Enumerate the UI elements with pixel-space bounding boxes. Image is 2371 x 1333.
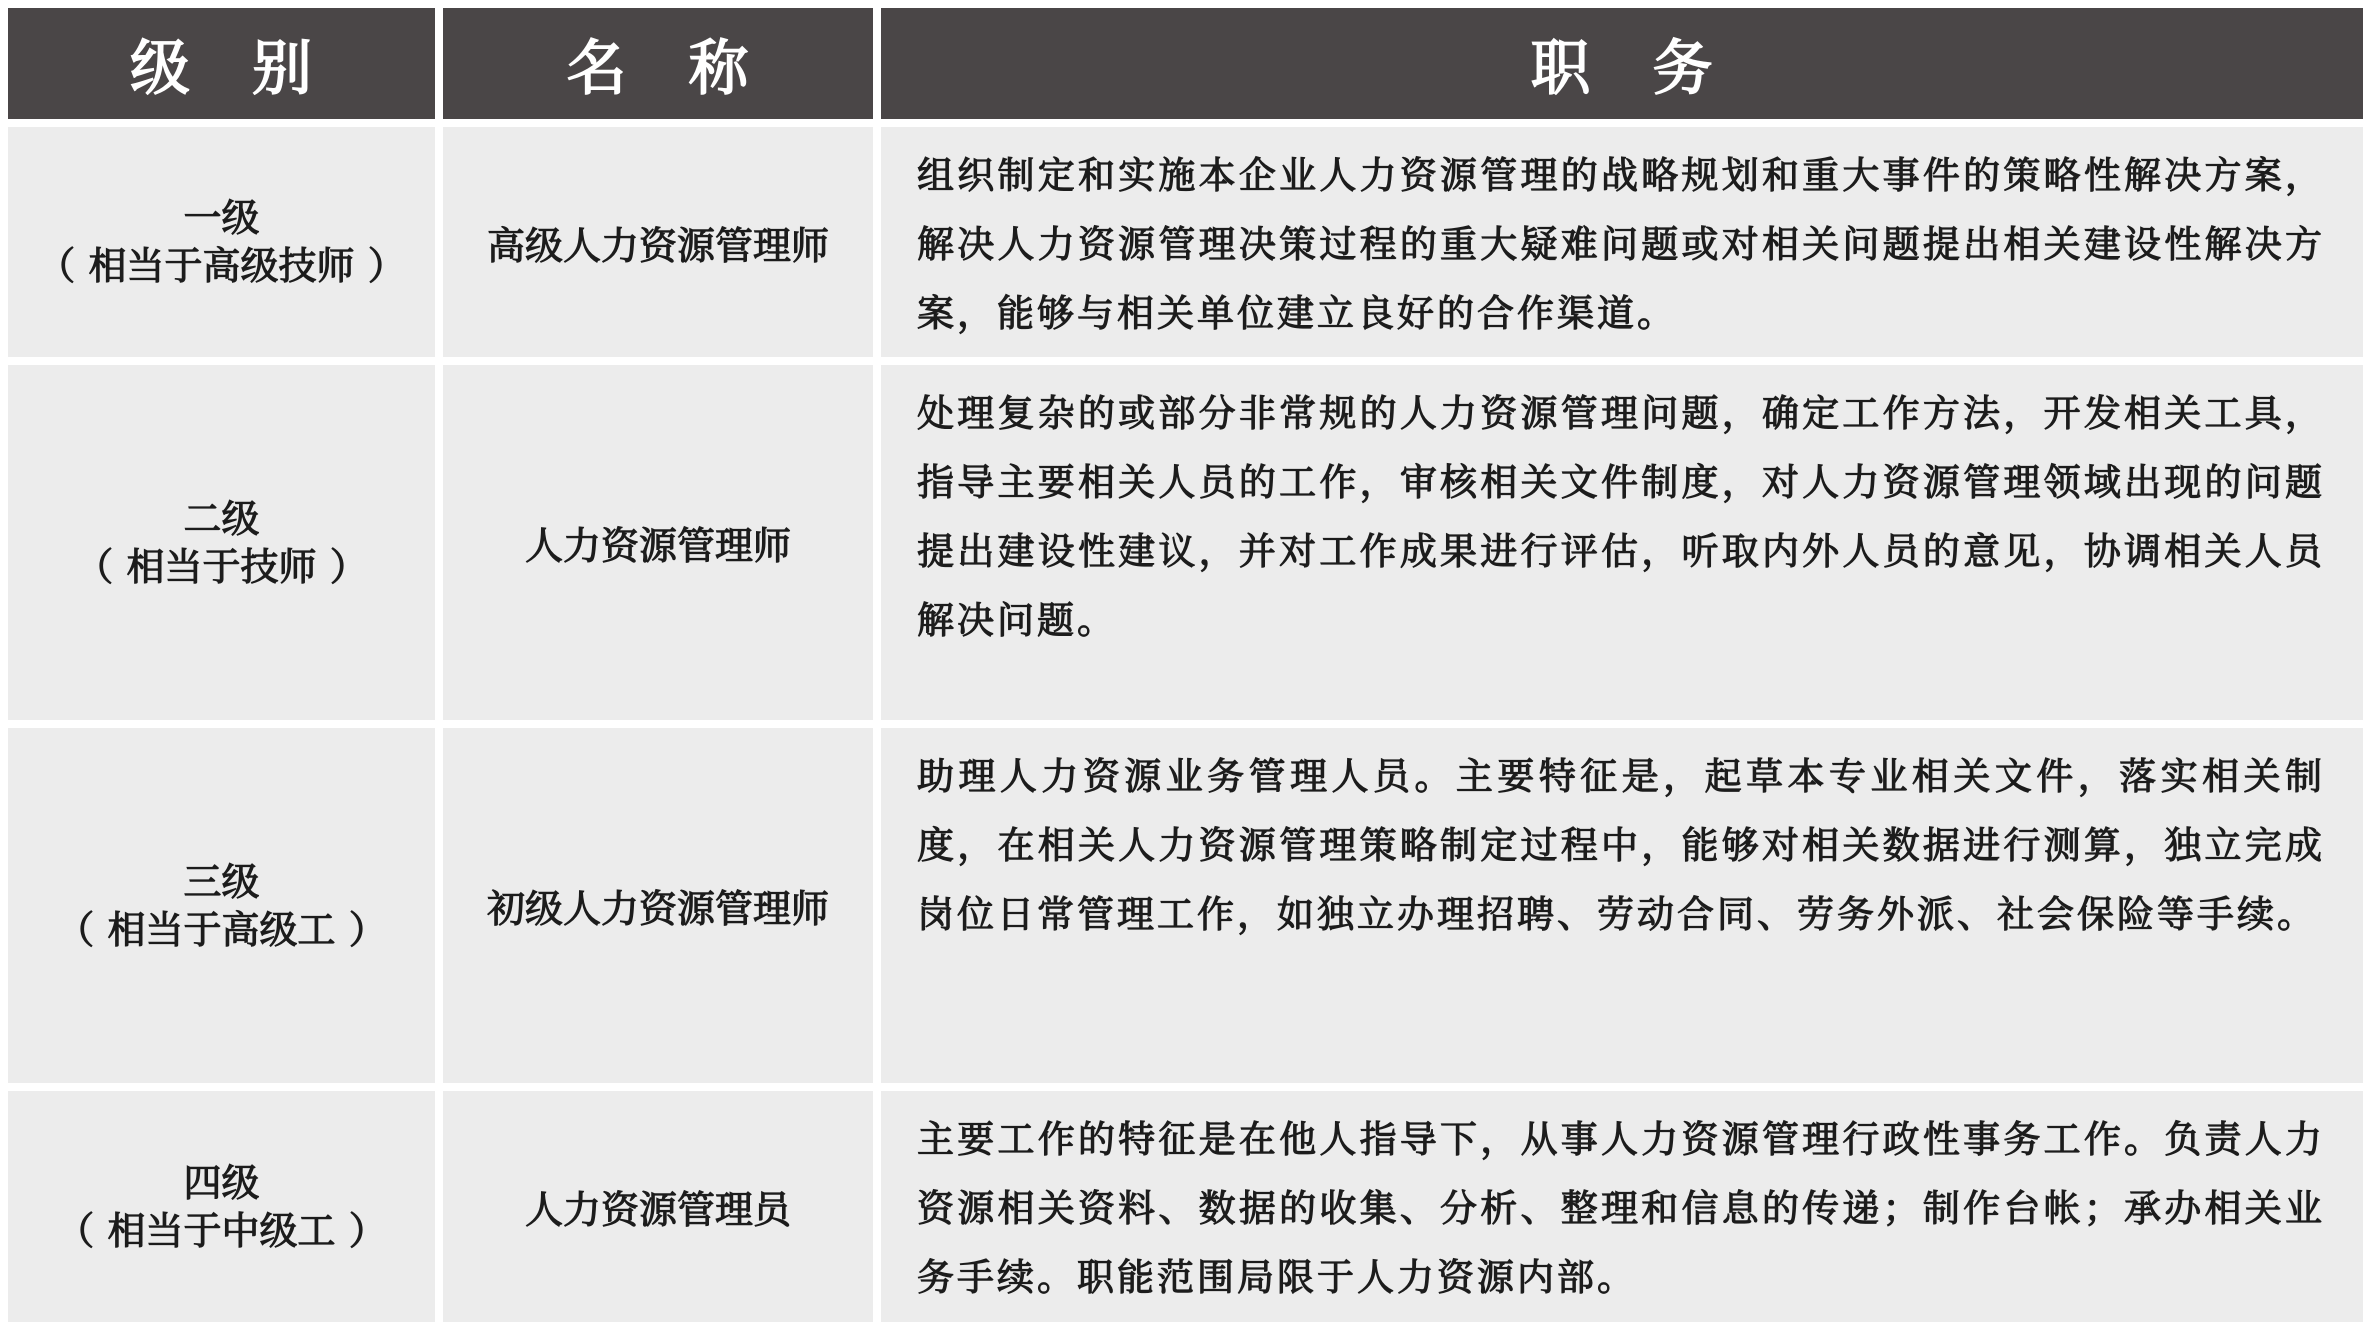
- row-4-equivalent: （ 相当于中级工 ）: [56, 1208, 387, 1253]
- row-1-name: 高级人力资源管理师: [443, 127, 873, 357]
- row-4-duty: 主要工作的特征是在他人指导下，从事人力资源管理行政性事务工作。负责人力资源相关资料、数据的收集、分析、整理和信息的传递；制作台帐；承办相关业务手续。职能范围局限于人力资源内部。: [917, 1118, 2325, 1299]
- row-3-equivalent: （ 相当于高级工 ）: [56, 907, 387, 952]
- row-4-name: 人力资源管理员: [443, 1091, 873, 1322]
- header-level: 级 别: [8, 8, 435, 119]
- row-3-duty-cell: [881, 728, 2363, 1083]
- row-4-level: 四级: [183, 1160, 260, 1205]
- row-2-duty: 处理复杂的或部分非常规的人力资源管理问题，确定工作方法，开发相关工具，指导主要相关人员的工作，审核相关文件制度，对人力资源管理领域出现的问题提出建设性建议，并对工作成果进行评估，听取内外人员的意见，协调相关人员解决问题。: [917, 392, 2325, 642]
- header-name: 名 称: [443, 8, 873, 119]
- row-2-duty-cell: [881, 365, 2363, 720]
- occupational-levels-table: [8, 8, 2363, 1326]
- row-3-level: 三级: [183, 859, 260, 904]
- row-2-equivalent: （ 相当于技师 ）: [75, 544, 368, 589]
- row-3-level-cell: [8, 728, 435, 1083]
- row-4-duty-cell: [881, 1091, 2363, 1322]
- row-1-equivalent: （ 相当于高级技师 ）: [37, 244, 406, 288]
- row-2-level: 二级: [183, 496, 260, 541]
- row-1-duty: 组织制定和实施本企业人力资源管理的战略规划和重大事件的策略性解决方案，解决人力资源管理决策过程的重大疑难问题或对相关问题提出相关建设性解决方案，能够与相关单位建立良好的合作渠道。: [917, 154, 2325, 335]
- row-3-name: 初级人力资源管理师: [443, 728, 873, 1083]
- row-2-level-cell: [8, 365, 435, 720]
- row-1-level-cell: [8, 127, 435, 357]
- row-3-duty: 助理人力资源业务管理人员。主要特征是，起草本专业相关文件，落实相关制度，在相关人力资源管理策略制定过程中，能够对相关数据进行测算，独立完成岗位日常管理工作，如独立办理招聘、劳动合同、劳务外派、社会保险等手续。: [917, 755, 2325, 936]
- header-duty: 职 务: [881, 8, 2363, 119]
- row-4-level-cell: [8, 1091, 435, 1322]
- row-2-name: 人力资源管理师: [443, 365, 873, 720]
- row-1-level: 一级: [183, 196, 260, 240]
- row-1-duty-cell: [881, 127, 2363, 357]
